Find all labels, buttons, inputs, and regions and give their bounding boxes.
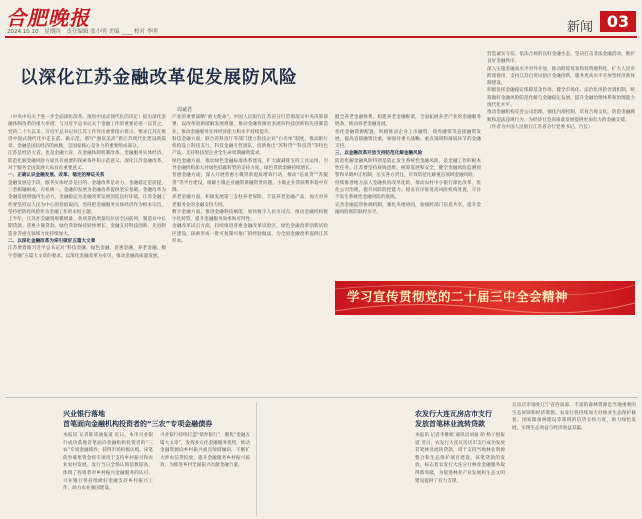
paragraph: 深入实施金融高水平对外开放，推动跨境贸易和投资便利化，扩大人民币跨境使用，支持江苏自贸试验区金融创新，服务更高水平开放型经济新体制建设。 (487, 66, 635, 87)
column-divider (256, 402, 257, 516)
newspaper-logo: 合肥晚报 (6, 6, 90, 30)
banner-text: 学习宣传贯彻党的二十届三中全会精神 (347, 289, 569, 304)
section-subheading: 一、正确认识金融发展、改革、稳定的辩证关系 (8, 173, 105, 179)
feature-column-1 (8, 114, 166, 294)
bottom-article-1-text-2: 兴业银行持续打造“债券银行”，聚焦“金融五篇大文章”，发挥多元化金融服务优势，推动金融资源向乡村振兴重点领域倾斜，不断扩大涉农信贷投放，提升金融服务乡村振兴质效，为推进乡村全面振兴贡献金融力量。 (160, 433, 250, 469)
issue-weekday: 星期四 (44, 29, 61, 35)
paragraph: 持续推进地方法人金融机构改革化险，推动农村中小银行深化改革，优化公司治理，提升风险防控能力。稳妥有序推进高风险机构处置，守住不发生系统性金融风险的底线。 (335, 180, 481, 201)
feature-column-2 (172, 114, 328, 294)
bottom-article-1-title (63, 409, 273, 429)
paragraph: 完善金融监管协调机制，强化央地协同，加强跨部门信息共享，提升金融风险联防联控水平。 (335, 202, 481, 215)
paragraph: 普惠金融方面，深入开展普惠小微贷款提质增效行动，推动“信易贷”“苏服贷”等平台建设，缓解小微企业融资难融资贵问题，小微企业贷款利率稳中有降。 (172, 173, 328, 193)
feature-column-3 (335, 114, 481, 278)
feature-headline: 以深化江苏金融改革促发展防风险 (20, 68, 298, 88)
section-name: 新闻 (567, 20, 594, 35)
section-subheading: 三、以金融改革开放支持防范化解金融风险 (335, 151, 423, 157)
bottom-article-2-title-line-2: 发放首笔林业流转贷款 (415, 420, 485, 428)
bottom-article-2-text-2: 瓦房店市地处辽宁省西南部，丰富的森林资源是当地重要的生态屏障和经济资源。农发行将持续加大对林业生态保护修复、国家储备林建设等领域的信贷支持力度，助力绿色发展，实现生态效益与经济效益双赢。 (512, 403, 636, 431)
page-number-badge: 03 (600, 11, 636, 32)
section-subheading: 二、以深化金融改革为牵引做好五篇大文章 (8, 239, 96, 245)
paragraph: 推动金融机构完善公司治理，强化内部控制，培育合规文化，防范金融腐败和违法违规行为，为经济社会高质量发展提供更加有力的金融支撑。 (487, 110, 635, 123)
paragraph: 健全养老金融体系，构建养老金融框架，全面拓展养老产业的金融服务链条，推动养老金融发展。 (335, 115, 481, 128)
paragraph: 养老金融方面，积极发展第三支柱养老保险，丰富养老金融产品，加大对养老服务业的金融支持力度。 (172, 195, 328, 208)
paragraph: （中央中央关于进一步全面深化改革、推进中国式现代化的决定）提出深化金融体制改革的重大举措，与习近平总书记关于金融工作的重要论述一以贯之，党的二十大以来，习近平总书记对江苏工作作出重要指示批示，要求江苏在推进中国式现代化中走在前、做示范，谱写“强富美高”新江苏现代化建设新篇章。金融是国民经济的血脉，是国家核心竞争力的重要组成部分。 (8, 115, 166, 150)
paragraph: 金融发展是手段，服务实体经济是目的。金融改革是动力，金融稳定是前提，三者相辅相成、有机统一。金融的发展为金融改革提供坚实基础，金融改革为金融发展增强内生动力，金融稳定为金融改革发展创造良好环境。江苏金融工作要坚持以人民为中心的价值取向，坚持把金融服务实体经济作为根本宗旨，坚持把防控风险作为金融工作的永恒主题。 (8, 180, 166, 215)
bottom-article-1-title-line-1: 兴业银行落地 (63, 410, 105, 418)
editor-line: 责任编辑 张小明 美编 ____ 校对 李明 (66, 29, 158, 35)
bottom-article-2-title-line-1: 农发行大连瓦房店市支行 (415, 410, 492, 418)
paragraph: 产业的重要战略“重大使命”，中国人民银行江苏省分行贯彻落实中央决策部署，以改革创新破解发展难题，推动金融资源更多流向科技创新和先进制造业，推动金融服务实体经济能力和水平持续提升。 (172, 115, 328, 135)
paragraph: 金融改革试点方面，持续推进普惠金融改革试验区、绿色金融改革创新试验区建设，探索形成一批可复制可推广的经验做法，为全国金融改革提供江苏样本。 (172, 224, 328, 245)
paragraph: 上半年，江苏社会融资规模增量、各项贷款增量均位居全国前列，制造业中长期贷款、普惠小微贷款、绿色贷款保持较快增长，金融支持科技创新、先进制造业等重点领域力度持续加大。 (8, 217, 166, 237)
masthead-rule (5, 36, 637, 38)
feature-column-4 (487, 51, 635, 277)
issue-date: 2024.10.10 (7, 29, 39, 35)
bottom-article-2-text: 本报讯 记者李雅妮 通讯员刘豪 助 杨子悦报道 近日，农发行大连瓦房店市支行成功发放首笔林业流转贷款，用于支持当地林业资源整合和生态保护项目建设。该笔贷款的发放，标志着农发行大连分行林业金融服务取得新突破，为促进林业产业发展和生态文明建设提供了有力支撑。 (415, 433, 505, 484)
paragraph: 江苏是经济大省，也是金融大省，在金融体制机制改革、金融服务实体经济、防范化解金融风险方面具有重要的探索条件和示范意义。深化江苏金融改革，对于服务全国发展大局具有重要意义。 (8, 151, 166, 172)
paragraph: 防范化解金融风险特别是防止发生系统性金融风险，是金融工作的根本性任务。江苏要坚持底线思维，统筹发展和安全，健全金融风险监测预警和早期纠正机制，压实各方责任，有效防范化解重点领域金融风险。 (335, 158, 481, 179)
feature-byline: 周诚君 (177, 107, 193, 113)
paragraph: 数字金融方面，推进金融科技赋能，加快数字人民币试点，推动金融机构数字化转型，提升金融服务效率和可得性。 (172, 209, 328, 223)
paragraph: 绿色金融方面，推动绿色金融标准体系建设，扩大碳减排支持工具运用，引导金融机构加大对绿色低碳转型的支持力度，绿色贷款余额持续增长。 (172, 158, 328, 172)
bottom-article-1-title-line-2: 首笔面向金融机构投资者的“三农”专项金融债券 (63, 420, 213, 428)
paragraph: （作者为中国人民银行江苏省分行党委书记、行长） (487, 124, 593, 130)
paragraph: 科技金融方面，联合省科技厅等部门建立科技企业“白名单”制度，推动银行机构设立科技支行、科技金融专营团队，创新推出“苏科贷”“科技贷”等特色产品，支持科技型企业全生命周期融资需求。 (172, 136, 328, 157)
bottom-article-1-text: 本报讯 记者陈沛通报道 近日，本市兴业银行成功落地首笔面向金融机构投资者的“三农”专项金融债券，获得市场积极认购。该笔债券募集资金将专项用于支持乡村振兴和农业农村发展。发行当日全场认购倍数较高，体现了投资者对乡村振兴金融服务的认可。兴业银行将持续做好金融支持乡村振兴工作，助力农业强国建设。 (63, 433, 153, 492)
section-separator (5, 397, 637, 398)
paragraph: 江苏要着眼习近平总书记对“科技金融、绿色金融、普惠金融、养老金融、数字金融”五篇大文章的要求，以深化金融改革为牵引，推动金融高质量发展。 (8, 246, 166, 259)
issue-meta (7, 27, 162, 35)
masthead (0, 0, 642, 42)
paragraph: 积极发挥金融稳定保障基金作用，健全市场化、法治化风险处置机制，统筹做好金融风险防范化解与金融稳定发展，提升金融治理体系和治理能力现代化水平。 (487, 88, 635, 109)
promo-banner (335, 281, 635, 315)
paragraph: 营造诚实守信、依法合规的良好金融生态，坚决打击非法金融活动，维护良好金融秩序。 (487, 52, 635, 65)
paragraph: 优化金融资源配置，积极推动企业上市融资、债券融资等直接融资发展，提高直接融资比重，加强对重大战略、重点领域和薄弱环节的金融支持。 (335, 129, 481, 150)
